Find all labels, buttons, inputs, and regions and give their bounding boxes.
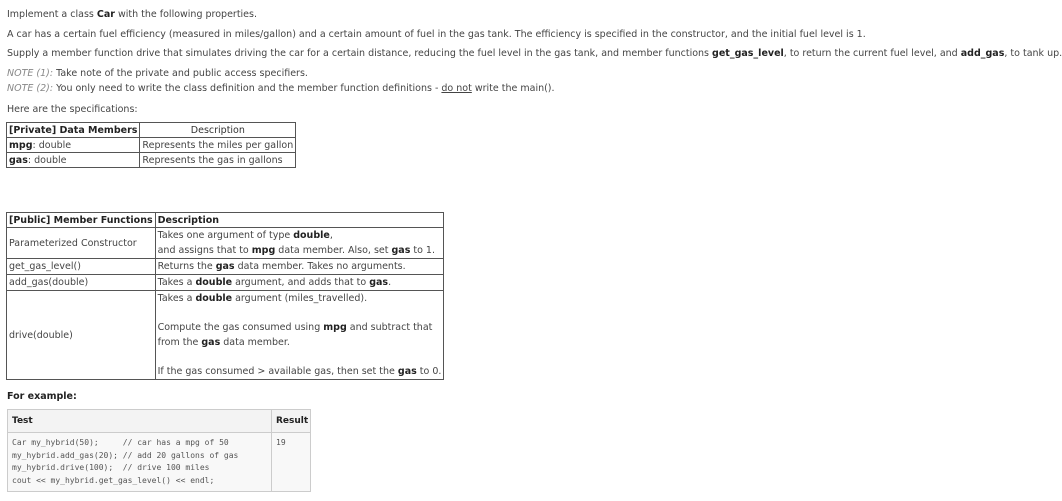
table-row — [7, 291, 444, 380]
table-header-row — [7, 123, 296, 138]
table-row — [8, 433, 311, 492]
header-description: Description — [140, 123, 296, 138]
example-label: For example: — [7, 391, 77, 402]
function-description: Takes a double argument (miles_travelled). Compute the gas consumed using mpg and subtract that from the gas data member. If the gas consumed > available gas, then set the gas to 0. — [155, 291, 444, 380]
note-2: NOTE (2): You only need to write the class definition and the member function definitions - do not write the main(). — [7, 83, 555, 94]
public-functions-table — [6, 212, 444, 380]
function-name: get_gas_level() — [7, 259, 156, 275]
function-description: Takes one argument of type double, and assigns that to mpg data member. Also, set gas to 1. — [155, 228, 444, 259]
result-cell — [272, 433, 311, 492]
result-value: 19 — [276, 438, 286, 447]
header-test: Test — [8, 410, 272, 433]
function-description: Takes a double argument, and adds that to gas. — [155, 275, 444, 291]
function-description: Returns the gas data member. Takes no arguments. — [155, 259, 444, 275]
table-header-row — [8, 410, 311, 433]
specs-heading: Here are the specifications: — [7, 104, 138, 115]
note-1: NOTE (1): Take note of the private and public access specifiers. — [7, 68, 308, 79]
header-description: Description — [155, 213, 444, 228]
member-description: Represents the gas in gallons — [140, 153, 296, 168]
intro-line-2: A car has a certain fuel efficiency (measured in miles/gallon) and a certain amount of fuel in the gas tank. The efficiency is specified in the constructor, and the initial fuel level is 1. — [7, 29, 866, 40]
table-row — [7, 259, 444, 275]
function-name: drive(double) — [7, 291, 156, 380]
function-name: add_gas(double) — [7, 275, 156, 291]
member-name: gas: double — [7, 153, 140, 168]
intro-line-1: Implement a class Car with the following properties. — [7, 9, 258, 20]
table-header-row — [7, 213, 444, 228]
table-row — [7, 138, 296, 153]
table-row — [7, 153, 296, 168]
member-name: mpg: double — [7, 138, 140, 153]
member-description: Represents the miles per gallon — [140, 138, 296, 153]
intro-line-3: Supply a member function drive that simulates driving the car for a certain distance, reducing the fuel level in the gas tank, and member functions get_gas_level, to return the current fuel level, and add_gas, to tank up. — [7, 48, 1062, 59]
test-code-cell — [8, 433, 272, 492]
header-member-functions: [Public] Member Functions — [7, 213, 156, 228]
header-result: Result — [272, 410, 311, 433]
private-members-table — [6, 122, 296, 168]
table-row — [7, 275, 444, 291]
example-table — [7, 409, 311, 492]
test-code: Car my_hybrid(50); // car has a mpg of 50 my_hybrid.add_gas(20); // add 20 gallons of gas my_hybrid.drive(100); // drive 100 miles cout << my_hybrid.get_gas_level() << endl; — [12, 438, 239, 485]
function-name: Parameterized Constructor — [7, 228, 156, 259]
table-row — [7, 228, 444, 259]
header-data-members: [Private] Data Members — [7, 123, 140, 138]
